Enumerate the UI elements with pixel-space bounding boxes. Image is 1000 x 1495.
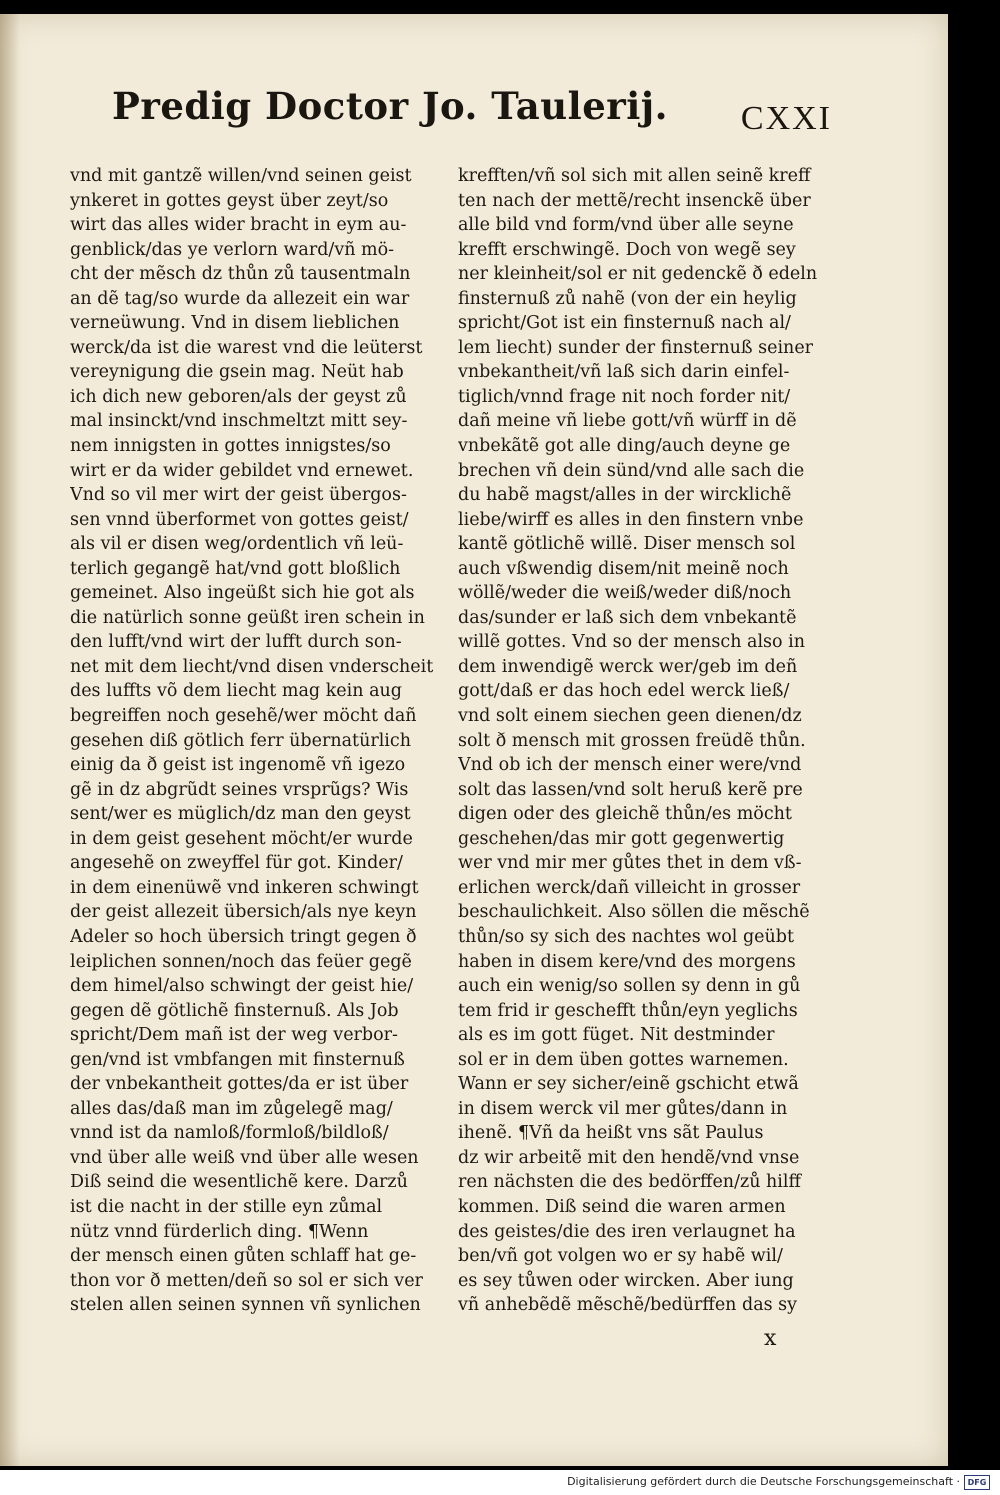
text-line: der vnbekantheit gottes/da er ist über	[70, 1074, 409, 1095]
text-line: vnnd ist da namloß/formloß/bildloß/	[70, 1123, 389, 1144]
text-line: ner kleinheit/sol er nit gedenckẽ ð edeln	[458, 264, 818, 285]
text-line: wirt das alles wider bracht in eym au-	[70, 215, 407, 236]
text-line: alle bild vnd form/vnd über alle seyne	[458, 215, 794, 236]
text-line: werck/da ist die warest vnd die leüterst	[70, 337, 423, 358]
text-line: liebe/wirff es alles in den finstern vnbe	[458, 509, 804, 530]
text-line: vereynigung die gsein mag. Neüt hab	[70, 362, 404, 383]
text-line: an dẽ tag/so wurde da allezeit ein war	[70, 288, 410, 309]
text-line: willẽ gottes. Vnd so der mensch also in	[458, 632, 806, 653]
book-page	[0, 14, 948, 1466]
text-line: kommen. Diß seind die waren armen	[458, 1196, 786, 1217]
funding-credit: Digitalisierung gefördert durch die Deutsche Forschungsgemeinschaft ·	[567, 1475, 960, 1488]
text-line: auch ein wenig/so sollen sy denn in gů	[458, 976, 801, 997]
text-line: dz wir arbeitẽ mit den hendẽ/vnd vnse	[458, 1147, 800, 1168]
text-line: ben/vñ got volgen wo er sy habẽ wil/	[458, 1246, 783, 1267]
text-line: gesehen diß götlich ferr übernatürlich	[70, 730, 411, 751]
text-line: lem liecht) sunder der finsternuß seiner	[458, 337, 814, 358]
text-line: wöllẽ/weder die weiß/weder diß/noch	[458, 583, 792, 604]
text-line: angesehẽ on zweyffel für got. Kinder/	[70, 853, 403, 874]
left-text-column	[70, 164, 440, 1318]
running-head: Predig Doctor Jo. Taulerij.	[112, 84, 669, 128]
text-line: haben in disem kere/vnd des morgens	[458, 951, 796, 972]
text-line: nütz vnnd fürderlich ding. ¶Wenn	[70, 1221, 369, 1242]
text-line: vnd mit gantzẽ willen/vnd seinen geist	[70, 166, 412, 186]
text-line: in dem einenüwẽ vnd inkeren schwingt	[70, 877, 419, 898]
text-line: finsternuß zů nahẽ (von der ein heylig	[458, 288, 797, 309]
text-line: stelen allen seinen synnen vñ synlichen	[70, 1295, 421, 1316]
text-line: nem innigsten in gottes innigstes/so	[70, 436, 391, 457]
text-line: wirt er da wider gebildet vnd ernewet.	[70, 460, 414, 481]
text-line: dañ meine vñ liebe gott/vñ würff in dẽ	[458, 411, 797, 432]
text-line: tiglich/vnnd frage nit noch forder nit/	[458, 386, 791, 407]
text-line: ren nächsten die des bedörffen/zů hilff	[458, 1172, 801, 1193]
text-line: gẽ in dz abgrũdt seines vrsprũgs? Wis	[70, 779, 409, 800]
text-line: als es im gott füget. Nit destminder	[458, 1025, 775, 1046]
text-line: cht der mẽsch dz thůn zů tausentmaln	[70, 264, 411, 285]
text-line: es sey tůwen oder wircken. Aber iung	[458, 1270, 794, 1291]
text-line: Vnd ob ich der mensch einer were/vnd	[458, 755, 802, 776]
page-header	[112, 84, 832, 154]
text-line: begreiffen noch gesehẽ/wer möcht dañ	[70, 706, 417, 727]
text-line: du habẽ magst/alles in der wircklichẽ	[458, 485, 792, 506]
text-line: net mit dem liecht/vnd disen vnderscheit	[70, 656, 434, 677]
text-line: geschehen/das mir gott gegenwertig	[458, 828, 785, 849]
text-line: verneüwung. Vnd in disem lieblichen	[70, 313, 400, 334]
text-line: das/sunder er laß sich dem vnbekantẽ	[458, 607, 797, 628]
text-line: des luffts võ dem liecht mag kein aug	[70, 681, 402, 702]
text-line: in dem geist gesehent möcht/er wurde	[70, 828, 413, 849]
text-line: gott/daß er das hoch edel werck ließ/	[458, 681, 790, 702]
text-line: ist die nacht in der stille eyn zůmal	[70, 1196, 383, 1217]
text-line: sol er in dem üben gottes warnemen.	[458, 1049, 789, 1070]
text-line: die natürlich sonne geüßt iren schein in	[70, 607, 425, 628]
text-line: tem frid ir geschefft thůn/eyn yeglichs	[458, 1000, 798, 1021]
text-line: gen/vnd ist vmbfangen mit finsternuß	[70, 1049, 405, 1070]
text-line: erlichen werck/dañ villeicht in grosser	[458, 877, 801, 898]
text-line: gegen dẽ götlichẽ finsternuß. Als Job	[70, 1000, 399, 1021]
text-line: ynkeret in gottes geyst über zeyt/so	[70, 190, 389, 211]
text-line: Adeler so hoch übersich tringt gegen ð	[70, 926, 417, 947]
text-line: terlich gegangẽ hat/vnd gott bloßlich	[70, 558, 401, 579]
text-line: brechen vñ dein sünd/vnd alle sach die	[458, 460, 805, 481]
signature-mark: x	[764, 1326, 777, 1351]
footer-bar	[0, 1470, 1000, 1495]
folio-number: CXXI	[740, 100, 832, 137]
text-line: solt das lassen/vnd solt heruß kerẽ pre	[458, 779, 803, 800]
text-line: in disem werck vil mer gůtes/dann in	[458, 1098, 788, 1119]
text-line: sen vnnd überformet von gottes geist/	[70, 509, 409, 530]
text-line: vñ anhebẽdẽ mẽschẽ/bedürffen das sy	[458, 1295, 798, 1316]
text-line: solt ð mensch mit grossen freüdẽ thůn.	[458, 730, 806, 751]
text-line: der mensch einen gůten schlaff hat ge-	[70, 1246, 417, 1267]
text-line: thůn/so sy sich des nachtes wol geübt	[458, 926, 795, 947]
text-line: thon vor ð metten/deñ so sol er sich ver	[70, 1270, 423, 1291]
dfg-logo: DFG	[964, 1475, 990, 1490]
text-line: ich dich new geboren/als der geyst zů	[70, 386, 407, 407]
text-line: sent/wer es müglich/dz man den geyst	[70, 804, 411, 825]
text-line: gemeinet. Also ingeüßt sich hie got als	[70, 583, 415, 604]
text-line: dem himel/also schwingt der geist hie/	[70, 976, 414, 997]
text-line: leiplichen sonnen/noch das feüer gegẽ	[70, 951, 412, 972]
text-line: den lufft/vnd wirt der lufft durch son-	[70, 632, 402, 653]
text-line: vnbekantheit/vñ laß sich darin einfel-	[458, 362, 790, 383]
text-line: auch vßwendig disem/nit meinẽ noch	[458, 558, 789, 579]
text-line: vnd über alle weiß vnd über alle wesen	[70, 1147, 419, 1168]
text-line: dem inwendigẽ werck wer/geb im deñ	[458, 656, 798, 677]
text-line: vnbekãtẽ got alle ding/auch deyne ge	[458, 436, 791, 457]
text-line: Diß seind die wesentlichẽ kere. Darzů	[70, 1172, 408, 1193]
text-line: alles das/daß man im zůgelegẽ mag/	[70, 1098, 393, 1119]
text-line: des geistes/die des iren verlaugnet ha	[458, 1221, 796, 1242]
text-line: krefft erschwingẽ. Doch von wegẽ sey	[458, 239, 796, 260]
text-line: mal insinckt/vnd inschmeltzt mitt sey-	[70, 411, 408, 432]
text-line: beschaulichkeit. Also söllen die mẽschẽ	[458, 902, 810, 923]
text-line: ten nach der mettẽ/recht insenckẽ über	[458, 190, 811, 211]
text-line: Vnd so vil mer wirt der geist übergos-	[70, 485, 407, 506]
text-line: vnd solt einem siechen geen dienen/dz	[458, 706, 802, 727]
text-line: ihenẽ. ¶Vñ da heißt vns sãt Paulus	[458, 1123, 764, 1144]
text-line: kantẽ götlichẽ willẽ. Diser mensch sol	[458, 534, 796, 555]
text-line: wer vnd mir mer gůtes thet in dem vß-	[458, 853, 802, 874]
right-text-column	[458, 164, 838, 1318]
text-line: als vil er disen weg/ordentlich vñ leü-	[70, 534, 404, 555]
text-line: spricht/Got ist ein finsternuß nach al/	[458, 313, 791, 334]
text-line: digen oder des gleichẽ thůn/es möcht	[458, 804, 792, 825]
text-line: Wann er sey sicher/einẽ gschicht etwã	[458, 1074, 799, 1095]
text-line: spricht/Dem mañ ist der weg verbor-	[70, 1025, 398, 1046]
text-line: genblick/das ye verlorn ward/vñ mö-	[70, 239, 395, 260]
text-line: einig da ð geist ist ingenomẽ vñ igezo	[70, 755, 406, 776]
text-line: der geist allezeit übersich/als nye keyn	[70, 902, 417, 923]
text-line: krefften/vñ sol sich mit allen seinẽ kreff	[458, 166, 811, 186]
